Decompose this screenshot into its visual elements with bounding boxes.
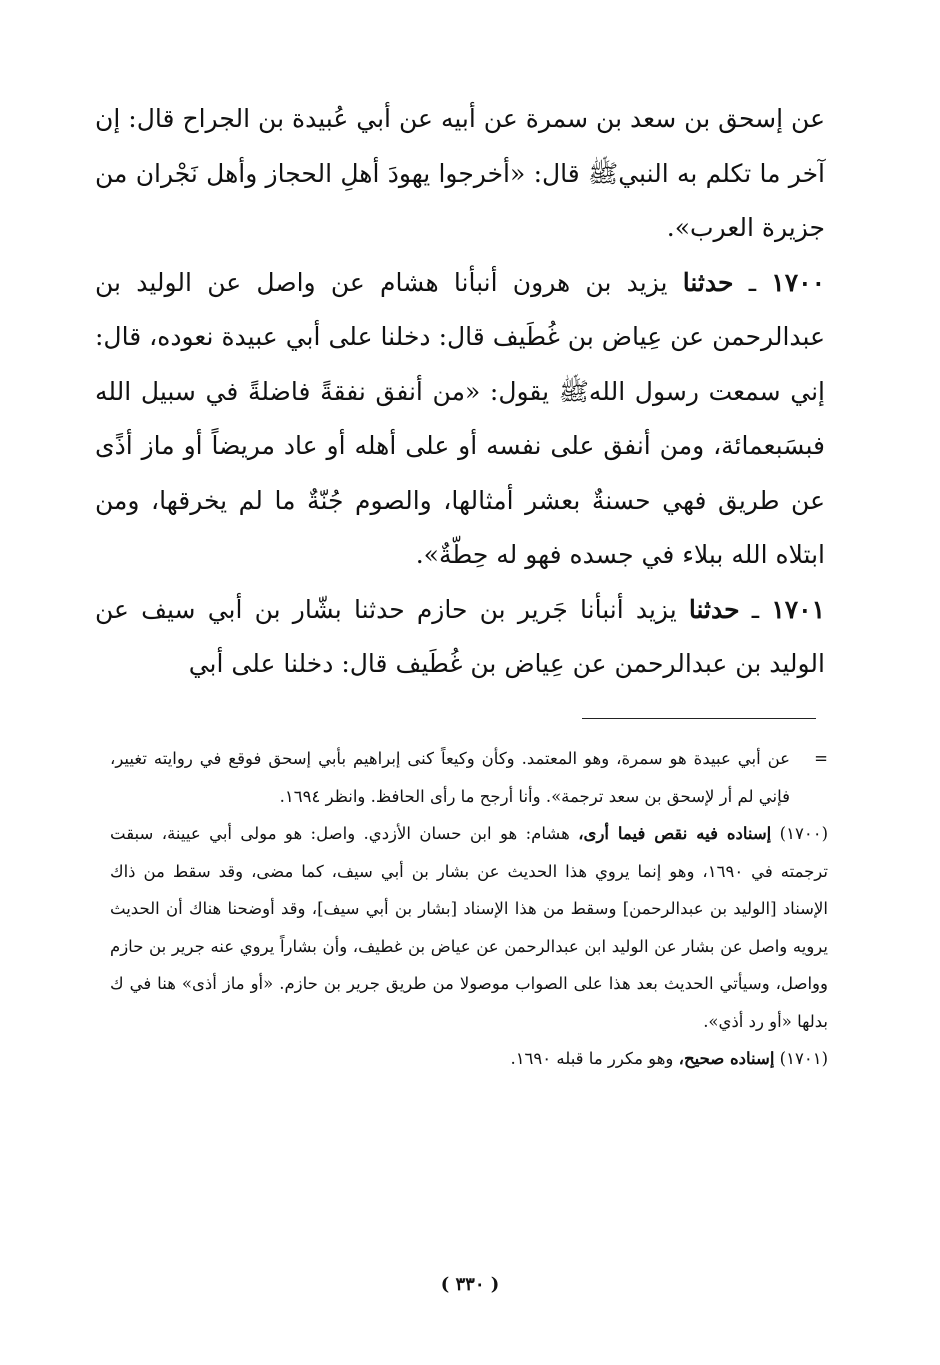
main-text [95,92,825,692]
hadith-lead-word: حدثنا [688,594,740,624]
paragraph-hadith-1700: ١٧٠٠ ـ حدثنا يزيد بن هرون أنبأنا هشام عن واصل عن الوليد بن عبدالرحمن عن عِياض بن غُطَيف قال: دخلنا على أبي عبيدة نعوده، قال: إني سمعت رسول اللهﷺ يقول: «من أنفق نفقةً فاضلةً في سبيل الله فبسَبعمائة، ومن أنفق على نفسه أو على أهله أو عاد مريضاً أو ماز أذًى عن طريق فهي حسنةٌ بعشر أمثالها، والصوم جُنّةٌ ما لم يخرقها، ومن ابتلاه الله ببلاء في جسده فهو له حِطّةٌ». [95,267,825,569]
page-number: ( ٣٣٠ ) [440,1274,500,1295]
continuation-mark: = [814,749,828,768]
footnote-ref: (١٧٠١) [779,1049,828,1068]
hadith-number: ١٧٠١ [771,594,826,624]
footnote-lead: إسناده فيه نقص فيما أرى، [578,824,772,843]
footnotes [110,740,828,1078]
hadith-lead-word: حدثنا [682,267,734,297]
footnote-text: وهو مكرر ما قبله ١٦٩٠. [510,1049,674,1068]
hadith-text: يزيد أنبأنا جَرير بن حازم حدثنا بشّار بن أبي سيف عن الوليد بن عبدالرحمن عن عِياض بن غُطَيف قال: دخلنا على أبي [95,594,825,678]
footnote-ref: (١٧٠٠) [779,824,828,843]
footnote-1700 [110,815,828,1040]
footnote-text: عن أبي عبيدة هو سمرة، وهو المعتمد. وكأن وكيعاً كنى إبراهيم بأبي إسحق فوقع في روايته تغيير، فإني لم أر لإسحق بن سعد ترجمة». وأنا أرجح ما رأى الحافظ. وانظر ١٦٩٤. [110,749,790,806]
hadith-text: يزيد بن هرون أنبأنا هشام عن واصل عن الوليد بن عبدالرحمن عن عِياض بن غُطَيف قال: دخلنا على أبي عبيدة نعوده، قال: إني سمعت رسول اللهﷺ يقول: «من أنفق نفقةً فاضلةً في سبيل الله فبسَبعمائة، ومن أنفق على نفسه أو على أهله أو عاد مريضاً أو ماز أذًى عن طريق فهي حسنةٌ بعشر أمثالها، والصوم جُنّةٌ ما لم يخرقها، ومن ابتلاه الله ببلاء في جسده فهو له حِطّةٌ». [95,267,825,569]
paragraph-hadith-1701: ١٧٠١ ـ حدثنا يزيد أنبأنا جَرير بن حازم حدثنا بشّار بن أبي سيف عن الوليد بن عبدالرحمن عن عِياض بن غُطَيف قال: دخلنا على أبي [95,594,826,678]
paragraph-text: عن إسحق بن سعد بن سمرة عن أبيه عن أبي عُبيدة بن الجراح قال: إن آخر ما تكلم به النبيﷺ قال: «أخرجوا يهودَ أهلِ الحجاز وأهل نَجْران من جزيرة العرب». [95,104,825,242]
footnote-continuation [110,740,828,815]
footnote-1701 [110,1040,828,1078]
paragraph-hadith-continuation [95,92,825,256]
footnote-lead: إسناده صحيح، [678,1049,775,1068]
footnote-separator [582,718,816,719]
footnote-text: هشام: هو ابن حسان الأزدي. واصل: هو مولى أبي عيينة، سبقت ترجمته في ١٦٩٠، وهو إنما يروي هذا الحديث عن بشار بن أبي سيف، كما مضى، وقد سقط من ذاك الإسناد [الوليد بن عبدالرحمن] وسقط من هذا الإسناد [بشار بن أبي سيف]، وقد أوضحنا هناك أن الحديث يرويه واصل عن بشار عن الوليد ابن عبدالرحمن عن عياض بن غطيف، وأن بشاراً يروي عنه جرير بن حازم وواصل، وسيأتي الحديث بعد هذا على الصواب موصولا من طريق جرير بن حازم. «أو ماز أذى» هنا في ك بدلها «أو رد أذي». [110,824,828,1031]
hadith-number: ١٧٠٠ [771,267,825,297]
